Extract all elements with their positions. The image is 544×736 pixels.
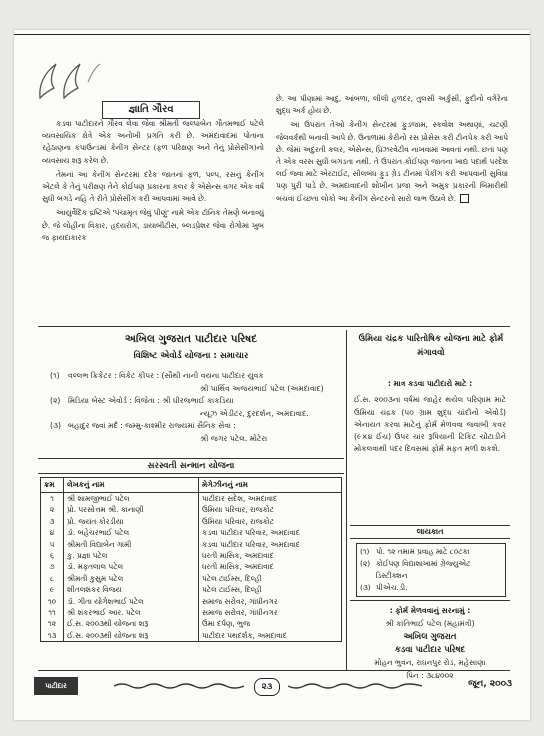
table-cell: ૧૩ (41, 630, 64, 642)
qualification-title: લાયકાત (350, 525, 510, 539)
list-text: પો. ૧૨ તમામ પ્રવાહ માટે ૮૦ટકા (376, 547, 470, 556)
article-right-column (276, 93, 508, 207)
table-cell: ૯ (41, 584, 64, 595)
table-cell: ઈ.સ. ૨૦૦૩થી યોજના શરૂ (64, 630, 199, 642)
list-number: (૧) (360, 547, 370, 556)
table-cell: ડૉ. મફતલાલ પટેલ (64, 561, 199, 572)
award-text: વલ્લભ ક્રિકેટર : વિકેટ કીપર : (સૌથી નાની વયના પાટીદાર યુવક (68, 371, 264, 380)
table-cell: ૭ (41, 561, 64, 572)
article-left-column (42, 118, 264, 246)
award-continuation: શ્રી પાર્થિવ અજયભાઈ પટેલ (અમદાવાદ) (200, 383, 324, 393)
table-cell: કડવા પાટીદાર પરિવાર, અમદાવાદ (199, 539, 342, 550)
table-cell: ૮ (41, 573, 64, 584)
table-header-row (41, 478, 342, 493)
qualification-box (356, 543, 506, 597)
table-row (41, 550, 342, 561)
samman-title: સરસ્વતી સન્માન યોજના (38, 458, 344, 474)
column-header: મેગેઝીનનું નામ (199, 478, 342, 493)
page-footer (34, 677, 514, 695)
pin-code: પિન : ૩૮૪૦૦૨ (406, 671, 454, 680)
table-row (41, 539, 342, 550)
article-title: જ્ઞાતિ ગૌરવ (102, 101, 200, 119)
award-item (50, 370, 340, 383)
table-row (41, 504, 342, 515)
table-row (41, 630, 342, 642)
award-text: મિડિયા બેસ્ટ એવોર્ડ : વિજેતા : શ્રી ધીરજભાઈ કાકડિયા (68, 396, 234, 405)
table-row (41, 607, 342, 618)
end-mark-icon (460, 194, 469, 203)
table-cell: ડૉ. ગીતા યોગેશભાઈ પટેલ (64, 596, 199, 607)
parishad-subtitle: વિશિષ્ટ એવોર્ડ યોજના : સમાચાર (133, 351, 249, 361)
table-cell: ધરતી માસિક, અમદાવાદ (199, 561, 342, 572)
award-item (50, 420, 340, 433)
award-text: બહાદુર જવાં મર્દ : જમ્મુ-કાશ્મીર રાજ્યમાં સૈનિક સેવા : (68, 421, 236, 430)
umiya-body (354, 378, 506, 456)
list-item (360, 546, 502, 558)
quote-ornament-icon (34, 58, 104, 103)
table-cell: પાટીદાર સંદેશ, અમદાવાદ (199, 493, 342, 505)
table-cell: ૧૦ (41, 596, 64, 607)
org-name-line1: અખિલ ગુજરાત (403, 631, 457, 641)
column-header: ક્રમ (41, 478, 64, 493)
award-number: (૧) (50, 371, 60, 380)
article-paragraph: છે. આ પીણામાં આદુ, આંબળા, લીલી હળદર, તુલસી અર્કુસી, ફુદીનો વગેરેના શુદ્ધ અર્ક હોય છે. (276, 94, 508, 116)
table-cell: ૫ (41, 539, 64, 550)
table-cell: ઉમા દર્પણ, ભુજ (199, 618, 342, 629)
table-cell: ઉમિયા પરિવાર, રાજકોટ (199, 516, 342, 527)
list-text: પીએચ.ડી. (376, 583, 408, 592)
award-number: (૨) (50, 396, 61, 405)
table-cell: ૪ (41, 527, 64, 538)
issue-date: જૂન, ૨૦૦૩ (468, 679, 512, 689)
table-cell: સમાજ સરોવર, ગાંધીનગર (199, 596, 342, 607)
list-number: (૨) (360, 559, 371, 568)
umiya-eligibility-note: : માત્ર કડવા પાટીદારો માટે : (387, 379, 473, 388)
award-item (50, 395, 340, 408)
award-number: (૩) (50, 421, 61, 430)
column-header: લેખકનું નામ (64, 478, 199, 493)
table-cell: પ્રો. પરસોત્તમ શ્રી. કાનાણી (64, 504, 199, 515)
table-cell: સમાજ સરોવર, ગાંધીનગર (199, 607, 342, 618)
address-title: : ફોર્મ મેળવવાનું સરનામું : (389, 606, 471, 615)
table-row (41, 516, 342, 527)
list-item (360, 582, 502, 594)
table-cell: શ્રીમતી વિદ્યાબેન ગામી (64, 539, 199, 550)
article-paragraph: આયુર્વેદિક દ્રષ્ટિએ 'પંચામૃત જેવું પીણું' નામે એક ટૉનિક તેમણે બનાવ્યું છે. જે લોહીના વિકાર, હૃદયરોગ, ડાયાબીટીસ, બ્લડપ્રેશર જેવા રોગોમાં ખુબ જ ફાયદાકારક (42, 208, 264, 242)
list-text: કોઈપણ વિદ્યાશાખામાં ગ્રેજ્યુએટ ડિસ્ટીંક્શન (375, 559, 471, 580)
bottom-divider (38, 670, 510, 671)
samman-table (40, 477, 342, 642)
table-cell: પટેલ ટાઈમ્સ, દિલ્હી (199, 584, 342, 595)
umiya-title: ઉમિયા ચંદ્રક પારિતોષિક યોજના માટે ફોર્મ મંગાવવો (358, 334, 504, 358)
table-cell: પટેલ ટાઈમ્સ, દિલ્હી (199, 573, 342, 584)
table-row (41, 584, 342, 595)
parishad-title: અખિલ ગુજરાત પાટીદાર પરિષદ (124, 333, 258, 345)
article-paragraph (276, 119, 508, 204)
umiya-description: ઈ.સ. ૨૦૦૩ના વર્ષમાં જાહેર થયેલ પરિણામ માટે ઉમિયા ચંદ્રક (૫૦ ગ્રામ શુદ્ધ ચાંદીનો એવોર્ડ) એનાયત કરવા માટેનું ફોર્મ મેળવવા જવાબી કવર (૯×૪ ઈંચ) ઉપર ચાર રૂપિયાની ટિકિટ ચોંટાડીને મોકલવાથી પંદર દિવસમાં ફોર્મ મફત મળી શકશે. (354, 395, 506, 454)
column-divider (346, 330, 347, 670)
table-cell: ૨ (41, 504, 64, 515)
table-cell: ૧ (41, 493, 64, 505)
award-continuation: ન્યૂઝ એડીટર, દુરદર્શન, અમદાવાદ. (200, 408, 309, 418)
org-name-line2: કડવા પાટીદાર પરિષદ (394, 644, 466, 654)
table-cell: ઉમિયા પરિવાર, રાજકોટ (199, 504, 342, 515)
award-continuation: શ્રી જગર પટેલ. મોટેરા (200, 433, 268, 443)
magazine-logo: પાટીદાર (34, 677, 78, 695)
table-cell: પાટીદાર પથદર્શક, અમદાવાદ (199, 630, 342, 642)
table-cell: પ્રો. જયંત કોરડીયા (64, 516, 199, 527)
footer-ornament-icon (288, 682, 422, 690)
page-number: ૨૩ (254, 678, 280, 696)
table-cell: ધરતી માસિક, અમદાવાદ (199, 550, 342, 561)
top-rule (14, 34, 530, 35)
list-number: (૩) (360, 583, 371, 592)
table-cell: શીતલશંકર વિજય (64, 584, 199, 595)
table-row (41, 493, 342, 505)
article-paragraph-text: આ ઉપરાંત તેઓ કેનીંગ સેન્ટરમાં ફુડજામ, સ્કવોશ અથાણાં, ચટણી જેલવર્કથી બનાવી આપે છે. ઉનાળામાં કેરીનો રસ પ્રોસેસ કરી ટીનપેક કરી આપે છે. જેમાં અદુરતી કલર, એસેન્સ, પ્રિઝરવેટીવ નાખવામાં આવતાં નથી. છતાં પણ તે એક વરસ સુધી બગડતા નથી. તે ઉપરાંત કોઈપણ જાતના ખાદ્ય પદાર્થ પરદેશ લઈ જવા માટે એરટાઈટ, સીલબંધ ફુડ ગ્રેડ ટીનમાં પેકીંગ કરી આપવાની સુવિધા પણ પુરી પાડે છે. અમદાવાદની શોખીન પ્રજા અને અમુક પ્રકારની બિમારીથી બચવા ઈચ્છતા લોકો આ કેનીંગ સેન્ટરનો સારો લાભ ઉઠાવે છે. (276, 120, 508, 203)
table-cell: ૧૧ (41, 607, 64, 618)
magazine-page (14, 30, 530, 720)
footer-ornament-icon (114, 682, 244, 690)
table-cell: ડૉ. બહેચરભાઈ પટેલ (64, 527, 199, 538)
table-cell: ૧૨ (41, 618, 64, 629)
article-paragraph: કડવા પાટીદારને ગૌરવ લેવા જેવા શ્રીમતી જલ્પાબેન ગૌતમભાઈ પટેલે વ્યવસાયિક ક્ષેત્રે એક અનોખી પ્રગતિ કરી છે. અમદાવાદમાં પોતાના રહેઠાણના કંપાઉન્ડમાં કેનીંગ સેન્ટર (ફળ પરિક્ષણ અને તેનું પ્રોસેસીંગ)નો વ્યવસાય શરૂ કરેલ છે. (42, 119, 264, 165)
address-line: મોહન ભુવન, રાધનપુર રોડ, મહેસાણા (374, 658, 486, 667)
table-row (41, 561, 342, 572)
contact-name: શ્રી કાંતિભાઈ પટેલ (મહામંત્રી) (385, 619, 475, 628)
table-cell: કડવા પાટીદાર પરિવાર, અમદાવાદ (199, 527, 342, 538)
table-cell: શ્રી શંકરભાઈ આર. પટેલ (64, 607, 199, 618)
section-divider (38, 326, 510, 327)
table-cell: ૬ (41, 550, 64, 561)
table-cell: કુ. પ્રજ્ઞા પટેલ (64, 550, 199, 561)
table-row (41, 618, 342, 629)
list-item (360, 558, 502, 582)
table-cell: ઈ.સ. ૨૦૦૩થી યોજના શરૂ (64, 618, 199, 629)
awards-list (50, 370, 340, 445)
table-row (41, 596, 342, 607)
article-paragraph: તેમનાં આ કેનીંગ સેન્ટરમાં દરેક જાતનાં ફળ, પલ્પ, રસનું કેનીંગ એટલે કે તેનું પરીક્ષણ તેને કોઈપણ પ્રકારના કલર કે એસેન્સ વગર એક વર્ષ સુધી બગડે નહિ તે રીતે પ્રોસેસીંગ કરી આપવામાં આવે છે. (42, 169, 264, 204)
table-cell: શ્રી શામજીભાઈ પટેલ (64, 493, 199, 505)
table-row (41, 573, 342, 584)
table-row (41, 527, 342, 538)
table-cell: શ્રીમતી કુસુમ પટેલ (64, 573, 199, 584)
table-cell: ૩ (41, 516, 64, 527)
